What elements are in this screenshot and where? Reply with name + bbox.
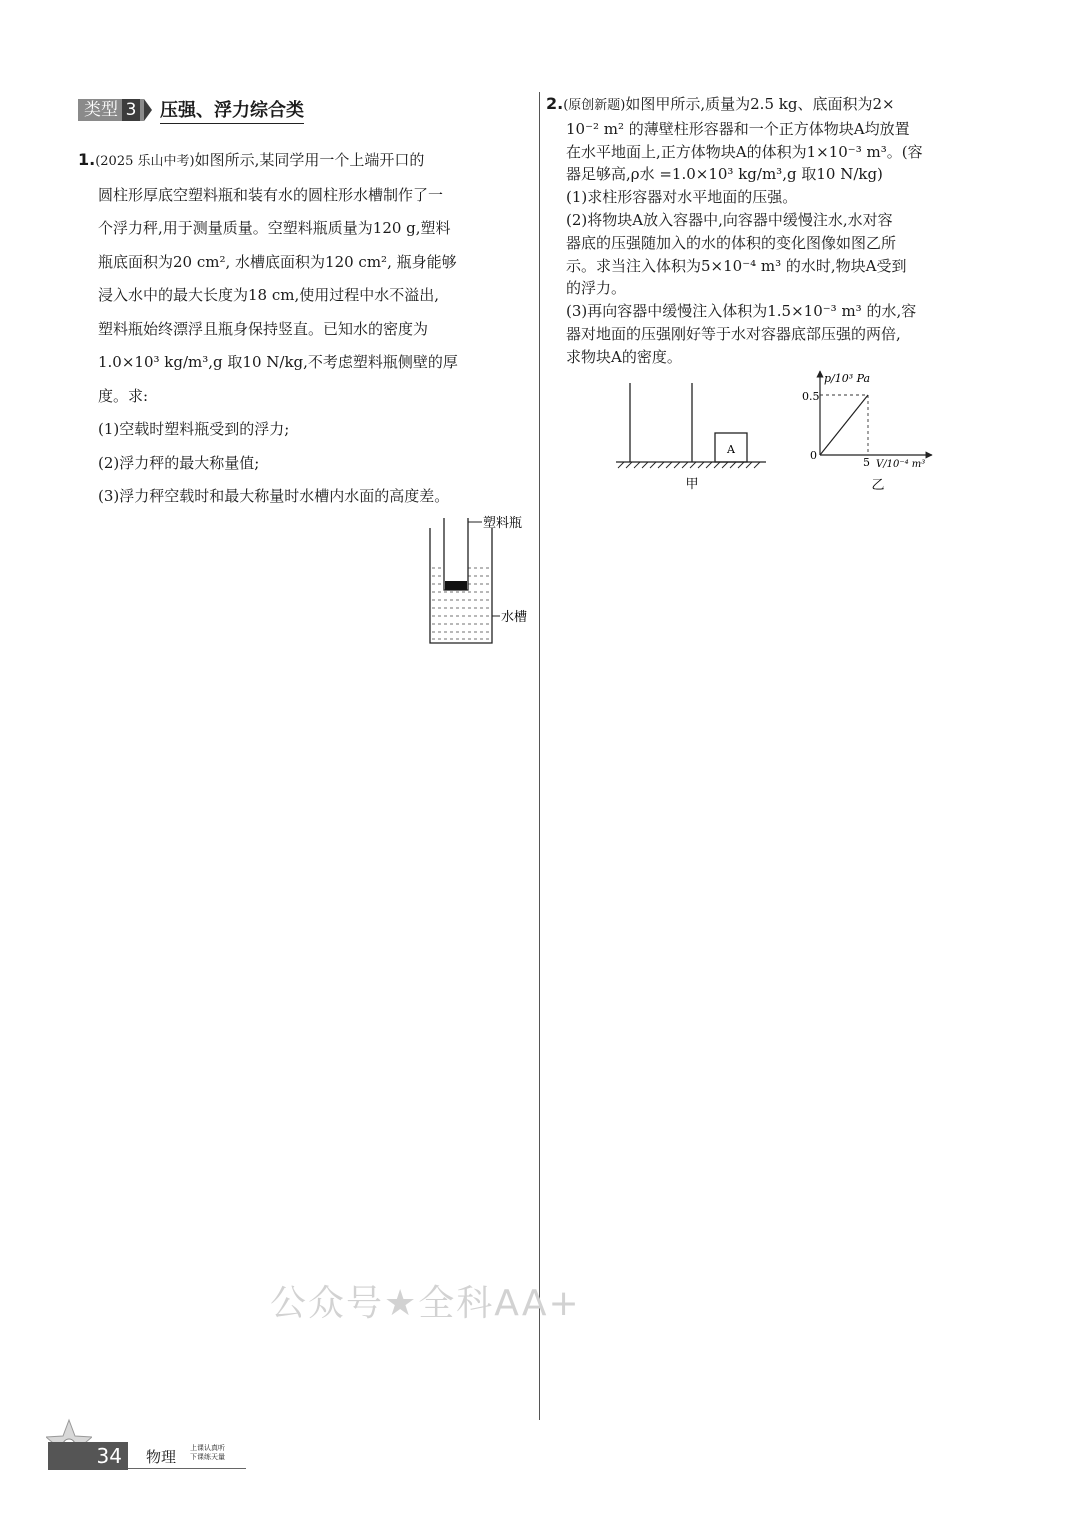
q1-sub-3: (3)浮力秤空载时和最大称量时水槽内水面的高度差。 [98, 487, 450, 505]
footer-slogan-1: 上课认真听 [190, 1444, 225, 1452]
label-bottle: 塑料瓶 [483, 516, 523, 531]
q2-sub: 示。求当注入体积为5×10⁻⁴ m³ 的水时,物块A受到 [566, 256, 907, 275]
series-line [820, 395, 868, 455]
q2-sub: (3)再向容器中缓慢注入体积为1.5×10⁻³ m³ 的水,容 [566, 302, 917, 321]
q1-sub-2: (2)浮力秤的最大称量值; [98, 453, 260, 472]
question-2 [546, 93, 1004, 369]
q2-sub: (1)求柱形容器对水平地面的压强。 [566, 188, 798, 207]
q1-text: 如图所示,某同学用一个上端开口的 [194, 151, 425, 169]
footer-slogan [190, 1444, 225, 1462]
q1-line: 圆柱形厚底空塑料瓶和装有水的圆柱形水槽制作了一 [98, 185, 444, 204]
q2-line: 在水平地面上,正方体物块A的体积为1×10⁻³ m³。(容 [566, 142, 923, 161]
q1-line-0 [78, 143, 530, 179]
q1-line: 度。求: [98, 386, 149, 405]
section-tag [78, 99, 144, 121]
q2-sub: 器底的压强随加入的水的体积的变化图像如图乙所 [566, 233, 897, 252]
watermark: 公众号★全科AA+ [270, 1283, 581, 1324]
q1-line: 塑料瓶始终漂浮且瓶身保持竖直。已知水的密度为 [98, 319, 429, 338]
q1-sub-1: (1)空载时塑料瓶受到的浮力; [98, 420, 290, 438]
footer-slogan-2: 下课练天量 [190, 1453, 225, 1461]
q2-number: 2. [546, 94, 564, 113]
q2-source: (原创新题) [563, 98, 626, 113]
bottle-thick-bottom [445, 581, 467, 590]
page-number: 34 [48, 1442, 128, 1470]
section-title: 压强、浮力综合类 [160, 96, 304, 124]
y-tick-label: 0.5 [802, 390, 820, 403]
q2-line: 10⁻² m² 的薄壁柱形容器和一个正方体物块A均放置 [566, 119, 910, 138]
q2-line: 器足够高,ρ水 =1.0×10³ kg/m³,g 取10 N/kg) [566, 165, 883, 184]
q2-line-0 [546, 93, 1004, 118]
ground-hatch [618, 462, 760, 468]
q1-line: 浸入水中的最大长度为18 cm,使用过程中水不溢出, [98, 286, 440, 304]
footer-subject: 物理 [146, 1448, 177, 1466]
figure-yi-chart [800, 365, 960, 495]
footer-rule [128, 1468, 246, 1469]
q2-sub: 器对地面的压强刚好等于水对容器底部压强的两倍, [566, 324, 901, 343]
q1-source: (2025 乐山中考) [95, 154, 195, 169]
q1-number: 1. [78, 150, 96, 169]
q2-text: 如图甲所示,质量为2.5 kg、底面积为2× [625, 95, 895, 113]
figure-jia [612, 375, 772, 495]
section-tag-label: 类型 [84, 100, 118, 120]
caption-jia: 甲 [685, 477, 699, 492]
q1-line: 个浮力秤,用于测量质量。空塑料瓶质量为120 g,塑料 [98, 219, 451, 237]
x-tick-label: 5 [863, 456, 870, 469]
column-divider [539, 92, 540, 1420]
q1-line: 瓶底面积为20 cm², 水槽底面积为120 cm², 瓶身能够 [98, 252, 457, 271]
section-header [78, 98, 304, 122]
x-axis-label: V/10⁻⁴ m³ [876, 459, 926, 470]
q2-sub: (2)将物块A放入容器中,向容器中缓慢注水,水对容 [566, 210, 893, 229]
block-a-label: A [727, 443, 735, 456]
origin-label: 0 [810, 449, 817, 462]
q2-sub: 求物块A的密度。 [566, 347, 682, 366]
tag-arrow-icon [144, 99, 152, 121]
caption-yi: 乙 [871, 478, 885, 493]
section-tag-number: 3 [122, 99, 140, 121]
y-axis-label: p/10³ Pa [824, 372, 871, 385]
q2-sub: 的浮力。 [566, 279, 627, 298]
label-tank: 水槽 [501, 610, 528, 625]
question-1 [78, 143, 530, 514]
q1-figure [420, 510, 540, 650]
q1-line: 1.0×10³ kg/m³,g 取10 N/kg,不考虑塑料瓶侧壁的厚 [98, 353, 458, 371]
